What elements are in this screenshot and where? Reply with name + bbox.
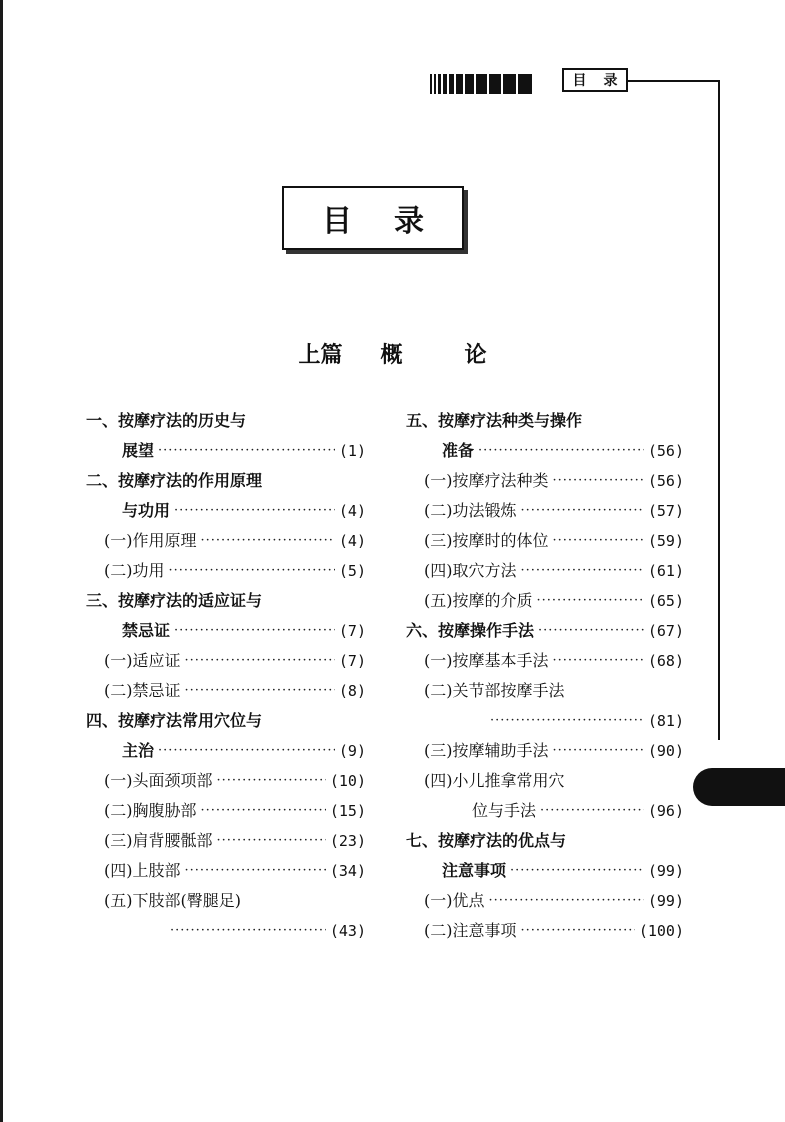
toc-page-number: (15) [329, 802, 366, 820]
toc-entry [86, 886, 366, 916]
toc-entry-title: 注意事项 [442, 861, 507, 880]
header-bar [456, 74, 463, 94]
toc-entry [86, 436, 366, 466]
toc-entry [86, 556, 366, 586]
toc-entry-title: (四)小儿推拿常用穴 [424, 771, 565, 790]
toc-entry [86, 856, 366, 886]
header-bar [476, 74, 487, 94]
toc-entry-title: (二)注意事项 [424, 921, 517, 940]
toc-entry-title: 二、按摩疗法的作用原理 [86, 471, 263, 490]
header-bar [518, 74, 532, 94]
toc-entry-title: (四)取穴方法 [424, 561, 517, 580]
toc-entry [406, 556, 684, 586]
header-bar [438, 74, 441, 94]
toc-entry [406, 676, 684, 706]
title-char-b: 录 [394, 204, 424, 239]
part-heading [0, 338, 785, 369]
thumb-tab [693, 768, 785, 806]
margin-rule [718, 80, 720, 740]
toc-entry [406, 856, 684, 886]
toc-page-number: (56) [647, 442, 684, 460]
toc-entry-title: 位与手法 [472, 801, 537, 820]
toc-entry-title: (二)功法锻炼 [424, 501, 517, 520]
toc-entry-title: (二)关节部按摩手法 [424, 681, 565, 700]
toc-entry [406, 496, 684, 526]
header-bar [489, 74, 501, 94]
toc-entry-title: 七、按摩疗法的优点与 [406, 831, 567, 850]
scan-edge [0, 0, 3, 1122]
toc-entry [86, 706, 366, 736]
toc-entry [406, 466, 684, 496]
header-label-b: 录 [603, 73, 618, 89]
toc-page-number: (99) [647, 892, 684, 910]
toc-leader-dots [553, 736, 644, 766]
toc-entry [406, 526, 684, 556]
toc-entry [406, 646, 684, 676]
toc-entry [86, 916, 366, 946]
toc-entry-title: (一)头面颈项部 [104, 771, 213, 790]
toc-page-number: (7) [338, 652, 366, 670]
header-bar [443, 74, 447, 94]
toc-entry-title: (二)功用 [104, 561, 165, 580]
toc-leader-dots [489, 886, 644, 916]
toc-entry-title: 禁忌证 [122, 621, 171, 640]
toc-entry [86, 586, 366, 616]
toc-entry-title: (一)作用原理 [104, 531, 197, 550]
toc-page-number: (100) [638, 922, 684, 940]
toc-leader-dots [174, 616, 335, 646]
toc-page-number: (57) [647, 502, 684, 520]
toc-entry-title: (五)按摩的介质 [424, 591, 533, 610]
toc-entry-title: (一)适应证 [104, 651, 181, 670]
toc-leader-dots [169, 556, 335, 586]
header-bar [465, 74, 474, 94]
toc-page-number: (90) [647, 742, 684, 760]
toc-leader-dots [510, 856, 644, 886]
toc-entry [86, 496, 366, 526]
toc-leader-dots [158, 736, 335, 766]
toc-entry-title: 主治 [122, 741, 155, 760]
toc-entry [406, 436, 684, 466]
toc-leader-dots [185, 676, 335, 706]
toc-page-number: (8) [338, 682, 366, 700]
toc-leader-dots [521, 916, 635, 946]
part-heading-b: 概 [380, 342, 403, 368]
toc-entry [86, 406, 366, 436]
toc-page-number: (56) [647, 472, 684, 490]
toc-page-number: (96) [647, 802, 684, 820]
toc-leader-dots [217, 766, 326, 796]
toc-page-number: (4) [338, 502, 366, 520]
toc-entry-title: (三)按摩辅助手法 [424, 741, 549, 760]
toc-entry [86, 736, 366, 766]
toc-page-number: (99) [647, 862, 684, 880]
toc-entry [86, 796, 366, 826]
page-title [282, 186, 464, 250]
header-label [562, 68, 628, 92]
header-bar [503, 74, 516, 94]
toc-leader-dots [538, 616, 644, 646]
toc-leader-dots [478, 436, 644, 466]
header-bar [434, 74, 436, 94]
toc-entry [86, 826, 366, 856]
toc-leader-dots [185, 646, 335, 676]
toc-entry-title: (四)上肢部 [104, 861, 181, 880]
toc-entry-title: 展望 [122, 441, 155, 460]
toc-leader-dots [201, 796, 326, 826]
toc-entry-title: 一、按摩疗法的历史与 [86, 411, 247, 430]
toc-entry-title: (二)禁忌证 [104, 681, 181, 700]
toc-leader-dots [158, 436, 335, 466]
toc-entry [406, 796, 684, 826]
toc-right-column [406, 406, 684, 946]
toc-entry [86, 676, 366, 706]
header-rule [628, 80, 719, 82]
toc-page-number: (68) [647, 652, 684, 670]
toc-entry-title: 五、按摩疗法种类与操作 [406, 411, 583, 430]
toc-page-number: (5) [338, 562, 366, 580]
toc-entry-title: (三)肩背腰骶部 [104, 831, 213, 850]
part-heading-a: 上篇 [298, 342, 343, 368]
toc-entry [406, 406, 684, 436]
toc-page-number: (7) [338, 622, 366, 640]
toc-entry-title: (三)按摩时的体位 [424, 531, 549, 550]
toc-entry [406, 826, 684, 856]
header-bar [449, 74, 454, 94]
toc-entry-title: 四、按摩疗法常用穴位与 [86, 711, 263, 730]
toc-page-number: (9) [338, 742, 366, 760]
toc-leader-dots [553, 526, 644, 556]
toc-page-number: (65) [647, 592, 684, 610]
toc-entry [406, 916, 684, 946]
toc-leader-dots [521, 496, 644, 526]
toc-page-number: (23) [329, 832, 366, 850]
toc-page-number: (34) [329, 862, 366, 880]
header-bar [430, 74, 432, 94]
toc-entry [406, 616, 684, 646]
toc-entry [86, 646, 366, 676]
toc-page-number: (43) [329, 922, 366, 940]
toc-entry-title: (一)按摩基本手法 [424, 651, 549, 670]
toc-entry [406, 586, 684, 616]
toc-page-number: (59) [647, 532, 684, 550]
toc-leader-dots [201, 526, 335, 556]
toc-leader-dots [170, 916, 326, 946]
toc-entry [406, 886, 684, 916]
toc-entry-title: (二)胸腹胁部 [104, 801, 197, 820]
toc-entry [86, 766, 366, 796]
toc-left-column [86, 406, 366, 946]
toc-page-number: (81) [647, 712, 684, 730]
toc-page-number: (1) [338, 442, 366, 460]
header-bars [430, 70, 532, 94]
toc-entry [86, 526, 366, 556]
toc-entry [406, 736, 684, 766]
header-label-a: 目 [572, 73, 587, 89]
toc-leader-dots [537, 586, 644, 616]
toc-entry-title: 六、按摩操作手法 [406, 621, 535, 640]
toc-entry-title: 与功用 [122, 501, 171, 520]
toc-leader-dots [521, 556, 644, 586]
toc-entry-title: 三、按摩疗法的适应证与 [86, 591, 263, 610]
toc-entry-title: (一)优点 [424, 891, 485, 910]
toc-page-number: (67) [647, 622, 684, 640]
title-char-a: 目 [322, 204, 352, 239]
toc-entry-title: (一)按摩疗法种类 [424, 471, 549, 490]
toc-leader-dots [540, 796, 644, 826]
toc-leader-dots [490, 706, 644, 736]
toc-leader-dots [174, 496, 335, 526]
toc-entry-title: (五)下肢部(臀腿足) [104, 891, 241, 910]
toc-page-number: (4) [338, 532, 366, 550]
toc-page-number: (61) [647, 562, 684, 580]
part-heading-c: 论 [464, 342, 487, 368]
toc-entry-title: 准备 [442, 441, 475, 460]
toc-entry [86, 466, 366, 496]
toc-page-number: (10) [329, 772, 366, 790]
toc-leader-dots [217, 826, 326, 856]
toc-leader-dots [185, 856, 326, 886]
toc-entry [406, 766, 684, 796]
toc-leader-dots [553, 646, 644, 676]
toc-leader-dots [553, 466, 644, 496]
toc-entry [86, 616, 366, 646]
toc-entry [406, 706, 684, 736]
